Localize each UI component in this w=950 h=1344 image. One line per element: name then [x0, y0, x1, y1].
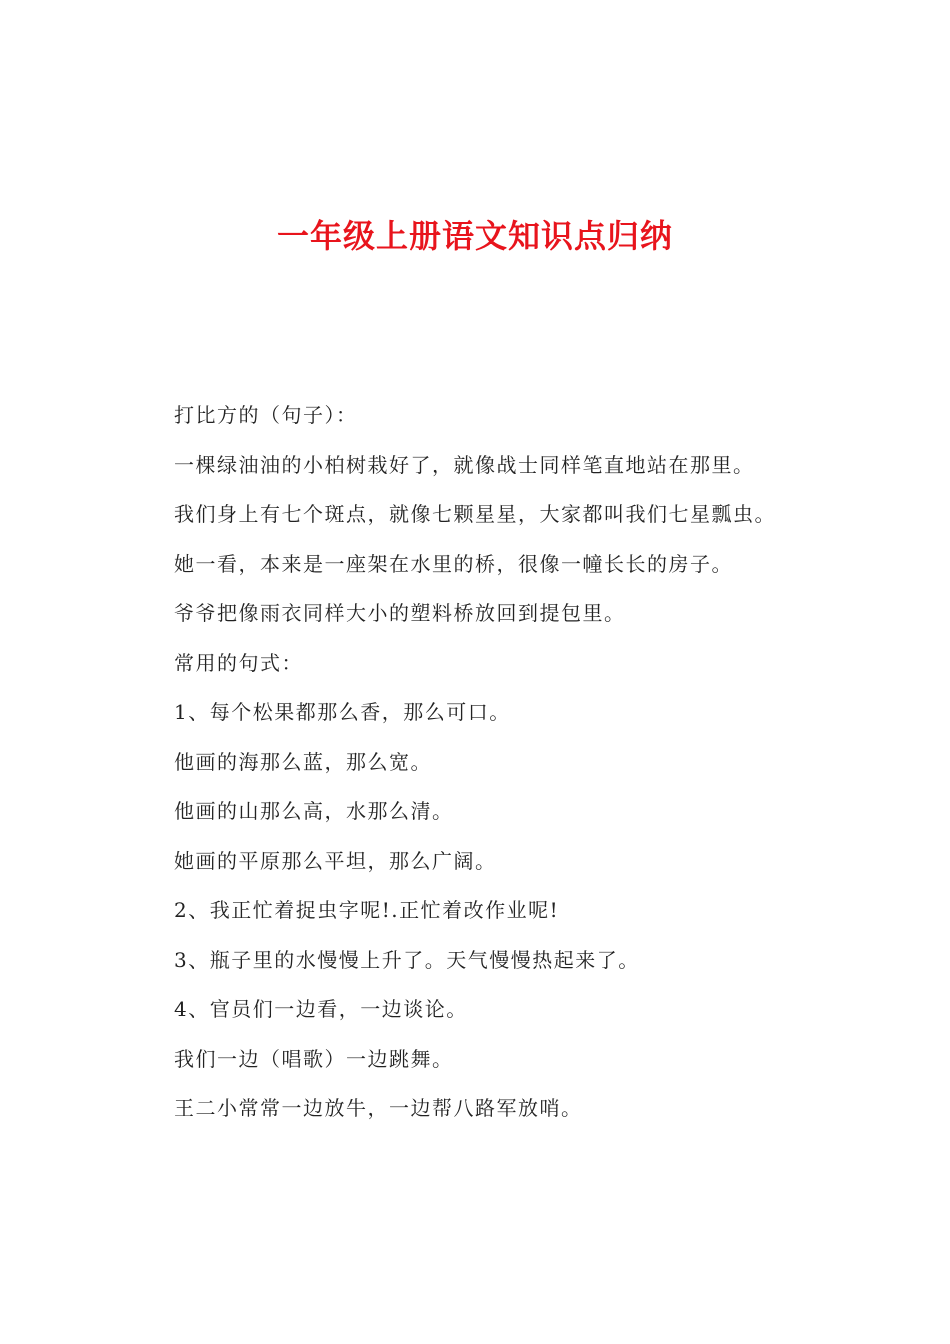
text-line: 我们一边（唱歌）一边跳舞。	[174, 1046, 454, 1071]
text-line: 我们身上有七个斑点，就像七颗星星，大家都叫我们七星瓢虫。	[174, 502, 776, 526]
text-line: 爷爷把像雨衣同样大小的塑料桥放回到提包里。	[174, 601, 626, 625]
text-line: 2、我正忙着捉虫字呢!.正忙着改作业呢!	[174, 898, 560, 922]
text-line: 她一看，本来是一座架在水里的桥，很像一幢长长的房子。	[174, 551, 733, 576]
text-line: 一棵绿油油的小柏树栽好了，就像战士同样笔直地站在那里。	[174, 452, 755, 477]
text-line: 3、瓶子里的水慢慢上升了。天气慢慢热起来了。	[174, 947, 640, 972]
text-line: 她画的平原那么平坦，那么广阔。	[174, 848, 497, 873]
text-line: 王二小常常一边放牛，一边帮八路军放哨。	[174, 1096, 583, 1120]
document-body	[174, 391, 874, 1134]
text-line: 1、每个松果都那么香，那么可口。	[174, 700, 511, 724]
text-line: 4、官员们一边看，一边谈论。	[174, 997, 468, 1021]
document-title: 一年级上册语文知识点归纳	[276, 217, 673, 255]
section-heading: 常用的句式：	[174, 650, 303, 675]
text-line: 他画的山那么高，水那么清。	[174, 799, 454, 823]
text-line: 他画的海那么蓝，那么宽。	[174, 749, 432, 774]
text-line: 打比方的（句子）：	[174, 403, 358, 427]
